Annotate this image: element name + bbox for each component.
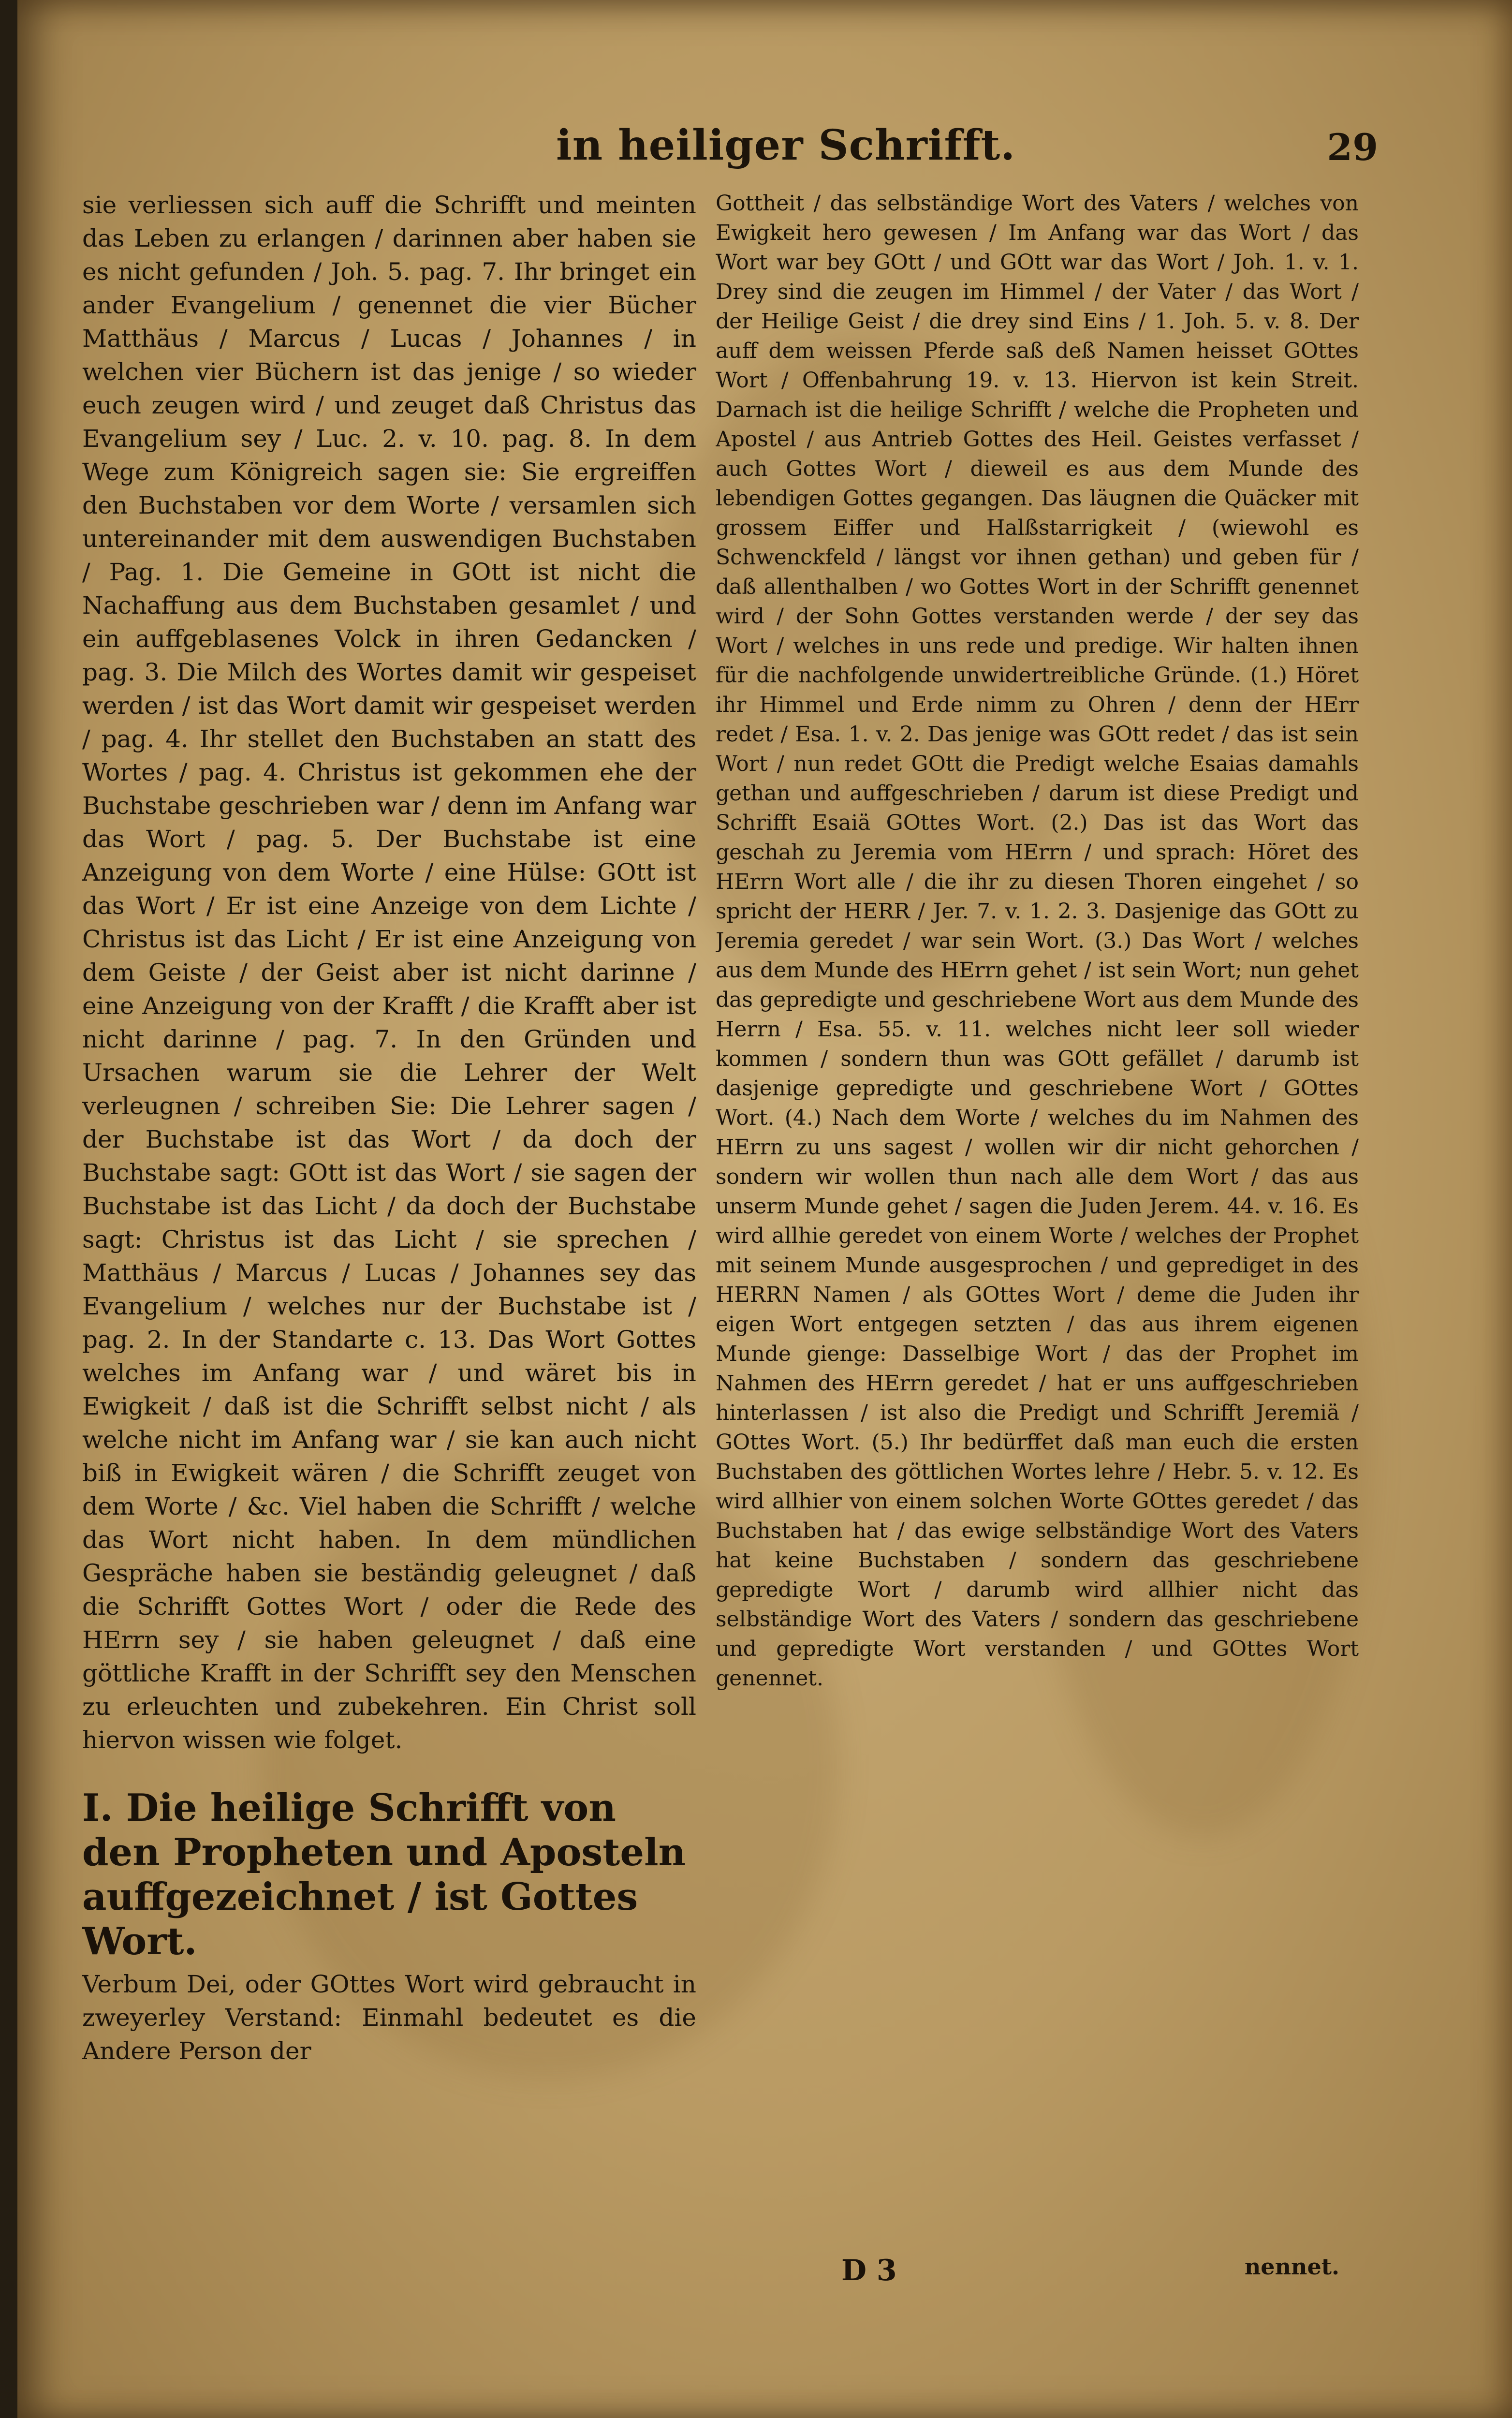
page-footer: [716, 2254, 1359, 2297]
section-intro-text: Verbum Dei, oder GOttes Wort wird gebraucht in zweyerley Verstand: Einmahl bedeutet es die Andere Person der: [82, 1970, 696, 2065]
right-column: [716, 189, 1359, 2258]
right-column-text: Gottheit / das selbständige Wort des Vaters / welches von Ewigkeit hero gewesen / Im Anfang war das Wort / das Wort war bey GOtt / und GOtt war das Wort / Joh. 1. v. 1. Drey sind die zeugen im Himmel / der Vater / das Wort / der Heilige Geist / die drey sind Eins / 1. Joh. 5. v. 8. Der auff dem weissen Pferde saß deß Namen heisset GOttes Wort / Offenbahrung 19. v. 13. Hiervon ist kein Streit. Darnach ist die heilige Schrifft / welche die Propheten und Apostel / aus Antrieb Gottes des Heil. Geistes verfasset / auch Gottes Wort / dieweil es aus dem Munde des lebendigen Gottes gegangen. Das läugnen die Quäcker mit grossem Eiffer und Halßstarrigkeit / (wiewohl es Schwenckfeld / längst vor ihnen gethan) und geben für / daß allenthalben / wo Gottes Wort in der Schrifft genennet wird / der Sohn Gottes verstanden werde / der sey das Wort / welches in uns rede und predige. Wir halten ihnen für die nachfolgende unwidertreibliche Gründe. (1.) Höret ihr Himmel und Erde nimm zu Ohren / denn der HErr redet / Esa. 1. v. 2. Das jenige was GOtt redet / das ist sein Wort / nun redet GOtt die Predigt welche Esaias damahls gethan und auffgeschrieben / darum ist diese Predigt und Schrifft Esaiä GOttes Wort. (2.) Das ist das Wort das geschah zu Jeremia vom HErrn / und sprach: Höret des HErrn Wort alle / die ihr zu diesen Thoren eingehet / so spricht der HERR / Jer. 7. v. 1. 2. 3. Dasjenige das GOtt zu Jeremia geredet / war sein Wort. (3.) Das Wort / welches aus dem Munde des HErrn gehet / ist sein Wort; nun gehet das gepredigte und geschriebene Wort aus dem Munde des Herrn / Esa. 55. v. 11. welches nicht leer soll wieder kommen / sondern thun was GOtt gefället / darumb ist dasjenige gepredigte und geschriebene Wort / GOttes Wort. (4.) Nach dem Worte / welches du im Nahmen des HErrn zu uns sagest / wollen wir dir nicht gehorchen / sondern wir wollen thun nach alle dem Wort / das aus unserm Munde gehet / sagen die Juden Jerem. 44. v. 16. Es wird allhie geredet von einem Worte / welches der Prophet mit seinem Munde ausgesprochen / und geprediget in des HERRN Namen / als GOttes Wort / deme die Juden ihr eigen Wort entgegen setzten / das aus ihrem eigenen Munde gienge: Dasselbige Wort / das der Prophet im Nahmen des HErrn geredet / hat er uns auffgeschrieben hinterlassen / ist also die Predigt und Schrifft Jeremiä / GOttes Wort. (5.) Ihr bedürffet daß man euch die ersten Buchstaben des göttlichen Wortes lehre / Hebr. 5. v. 12. Es wird allhier von einem solchen Worte GOttes geredet / das Buchstaben hat / das ewige selbständige Wort des Vaters hat keine Buchstaben / sondern das geschriebene gepredigte Wort / darumb wird allhier nicht das selbständige Wort des Vaters / sondern das geschriebene und gepredigte Wort verstanden / und GOttes Wort genennet.: [716, 191, 1359, 1691]
catchword: nennet.: [1244, 2254, 1339, 2280]
section-heading: I. Die heilige Schrifft von den Propheten und Aposteln auffgezeichnet / ist Gottes Wort.: [82, 1786, 686, 1963]
signature-mark: D 3: [841, 2254, 897, 2287]
left-column: [82, 189, 696, 2258]
running-title: in heiliger Schrifft.: [556, 121, 1016, 170]
page-header: [556, 121, 1378, 189]
left-column-text: sie verliessen sich auff die Schrifft und meinten das Leben zu erlangen / darinnen aber haben sie es nicht gefunden / Joh. 5. pag. 7. Ihr bringet ein ander Evangelium / genennet die vier Bücher Matthäus / Marcus / Lucas / Johannes / in welchen vier Büchern ist das jenige / so wieder euch zeugen wird / und zeuget daß Christus das Evangelium sey / Luc. 2. v. 10. pag. 8. In dem Wege zum Königreich sagen sie: Sie ergreiffen den Buchstaben vor dem Worte / versamlen sich untereinander mit dem auswendigen Buchstaben / Pag. 1. Die Gemeine in GOtt ist nicht die Nachaffung aus dem Buchstaben gesamlet / und ein auffgeblasenes Volck in ihren Gedancken / pag. 3. Die Milch des Wortes damit wir gespeiset werden / ist das Wort damit wir gespeiset werden / pag. 4. Ihr stellet den Buchstaben an statt des Wortes / pag. 4. Christus ist gekommen ehe der Buchstabe geschrieben war / denn im Anfang war das Wort / pag. 5. Der Buchstabe ist eine Anzeigung von dem Worte / eine Hülse: GOtt ist das Wort / Er ist eine Anzeige von dem Lichte / Christus ist das Licht / Er ist eine Anzeigung von dem Geiste / der Geist aber ist nicht darinne / eine Anzeigung von der Krafft / die Krafft aber ist nicht darinne / pag. 7. In den Gründen und Ursachen warum sie die Lehrer der Welt verleugnen / schreiben Sie: Die Lehrer sagen / der Buchstabe ist das Wort / da doch der Buchstabe sagt: GOtt ist das Wort / sie sagen der Buchstabe ist das Licht / da doch der Buchstabe sagt: Christus ist das Licht / sie sprechen / Matthäus / Marcus / Lucas / Johannes sey das Evangelium / welches nur der Buchstabe ist / pag. 2. In der Standarte c. 13. Das Wort Gottes welches im Anfang war / und wäret bis in Ewigkeit / daß ist die Schrifft selbst nicht / als welche nicht im Anfang war / sie kan auch nicht biß in Ewigkeit wären / die Schrifft zeuget von dem Worte / &c. Viel haben die Schrifft / welche das Wort nicht haben. In dem mündlichen Gespräche haben sie beständig geleugnet / daß die Schrifft Gottes Wort / oder die Rede des HErrn sey / sie haben geleugnet / daß eine göttliche Krafft in der Schrifft sey den Menschen zu erleuchten und zubekehren. Ein Christ soll hiervon wissen wie folget.: [82, 191, 696, 1754]
page-number: 29: [1327, 126, 1378, 169]
